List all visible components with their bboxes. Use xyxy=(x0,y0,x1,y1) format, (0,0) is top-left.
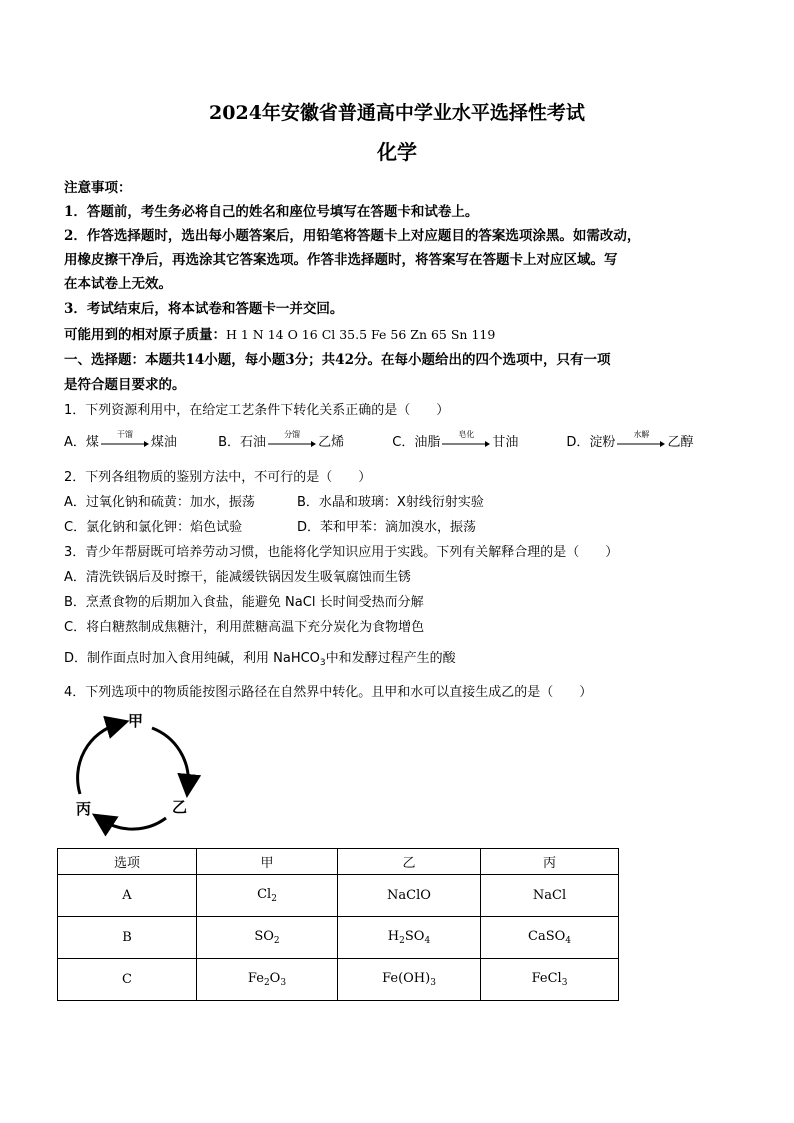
table-header-cell: 甲 xyxy=(197,849,338,875)
q3-option-b: B．烹煮食物的后期加入食盐，能避免 NaCl 长时间受热而分解 xyxy=(64,595,424,610)
q1-option-c: C．油脂 皂化 甘油 xyxy=(392,429,519,450)
q2-stem: 2．下列各组物质的鉴别方法中，不可行的是（ ） xyxy=(64,470,372,485)
table-row xyxy=(58,875,619,917)
q3-option-d: D．制作面点时加入食用纯碱，利用 NaHCO$_3$中和发酵过程产生的酸 xyxy=(64,651,456,668)
q1-options xyxy=(64,431,693,450)
atomic-mass-line xyxy=(64,323,495,343)
q1-option-d: D．淀粉 水解 乙醇 xyxy=(566,429,694,450)
cycle-node-jia: 甲 xyxy=(128,712,144,730)
table-header-cell: 乙 xyxy=(338,849,481,875)
atomic-mass-label: 可能用到的相对原子质量： xyxy=(64,327,226,343)
q2-option-d: D．苯和甲苯：滴加溴水，振荡 xyxy=(297,520,477,535)
reaction-arrow-icon: 干馏 xyxy=(101,437,149,449)
subject-title: 化学 xyxy=(377,140,417,164)
q2-option-a: A．过氧化钠和硫黄：加水，振荡 xyxy=(64,495,255,510)
exam-title: 2024年安徽省普通高中学业水平选择性考试 xyxy=(209,102,585,124)
table-row xyxy=(58,917,619,959)
notice-heading: 注意事项： xyxy=(64,180,132,196)
table-header-row xyxy=(58,849,619,875)
notice-item-2b: 用橡皮擦干净后，再选涂其它答案选项。作答非选择题时，将答案写在答题卡上对应区域。写 xyxy=(64,252,618,268)
table-cell: $Fe_2O_3$ xyxy=(197,959,338,1001)
table-cell: CaSO$_4$ xyxy=(481,917,619,959)
table-cell: $H_2SO_4$ xyxy=(338,917,481,959)
q1-stem: 1．下列资源利用中，在给定工艺条件下转化关系正确的是（ ） xyxy=(64,403,450,418)
notice-item-3: 3．考试结束后，将本试卷和答题卡一并交回。 xyxy=(64,301,344,317)
q2-options-row1 xyxy=(64,491,484,510)
table-header-cell: 选项 xyxy=(58,849,197,875)
table-row xyxy=(58,959,619,1001)
table-cell: $Fe(OH)_3$ xyxy=(338,959,481,1001)
table-cell: NaCl xyxy=(481,875,619,917)
q1-option-b: B．石油 分馏 乙烯 xyxy=(218,429,345,450)
notice-item-1: 1．答题前，考生务必将自己的姓名和座位号填写在答题卡和试卷上。 xyxy=(64,204,479,220)
q4-stem: 4．下列选项中的物质能按图示路径在自然界中转化。且甲和水可以直接生成乙的是（ ） xyxy=(64,685,593,700)
reaction-arrow-icon: 分馏 xyxy=(268,437,316,449)
notice-item-2: 2．作答选择题时，选出每小题答案后，用铅笔将答题卡上对应题目的答案选项涂黑。如需改动， xyxy=(64,228,641,244)
atomic-mass-values: H 1 N 14 O 16 Cl 35.5 Fe 56 Zn 65 Sn 119 xyxy=(226,327,496,342)
section-heading-2: 是符合题目要求的。 xyxy=(64,377,186,393)
cycle-node-yi: 乙 xyxy=(172,798,188,816)
table-cell: $Cl_2$ xyxy=(197,875,338,917)
table-header-cell: 丙 xyxy=(481,849,619,875)
q2-option-c: C．氯化钠和氯化钾：焰色试验 xyxy=(64,520,243,535)
notice-item-2c: 在本试卷上无效。 xyxy=(64,276,172,292)
table-cell: A xyxy=(58,875,197,917)
reaction-arrow-icon: 皂化 xyxy=(442,437,490,449)
q2-options-row2 xyxy=(64,516,476,535)
table-cell: C xyxy=(58,959,197,1001)
reaction-arrow-icon: 水解 xyxy=(617,437,665,449)
conversion-cycle-diagram xyxy=(66,708,206,838)
cycle-node-bing: 丙 xyxy=(76,800,92,818)
q1-option-a: A．煤 干馏 煤油 xyxy=(64,429,177,450)
table-cell: FeCl$_3$ xyxy=(481,959,619,1001)
q4-options-table xyxy=(57,848,619,1001)
section-heading: 一、选择题：本题共14小题，每小题3分；共42分。在每小题给出的四个选项中，只有一项 xyxy=(64,352,611,368)
table-cell: $SO_2$ xyxy=(197,917,338,959)
q3-stem: 3．青少年帮厨既可培养劳动习惯，也能将化学知识应用于实践。下列有关解释合理的是（ ） xyxy=(64,545,619,560)
q2-option-b: B．水晶和玻璃：X射线衍射实验 xyxy=(297,495,484,510)
q3-option-c: C．将白糖熬制成焦糖汁，利用蔗糖高温下充分炭化为食物增色 xyxy=(64,620,425,635)
table-cell: NaClO xyxy=(338,875,481,917)
q3-option-a: A．清洗铁锅后及时擦干，能减缓铁锅因发生吸氧腐蚀而生锈 xyxy=(64,570,411,585)
table-cell: B xyxy=(58,917,197,959)
